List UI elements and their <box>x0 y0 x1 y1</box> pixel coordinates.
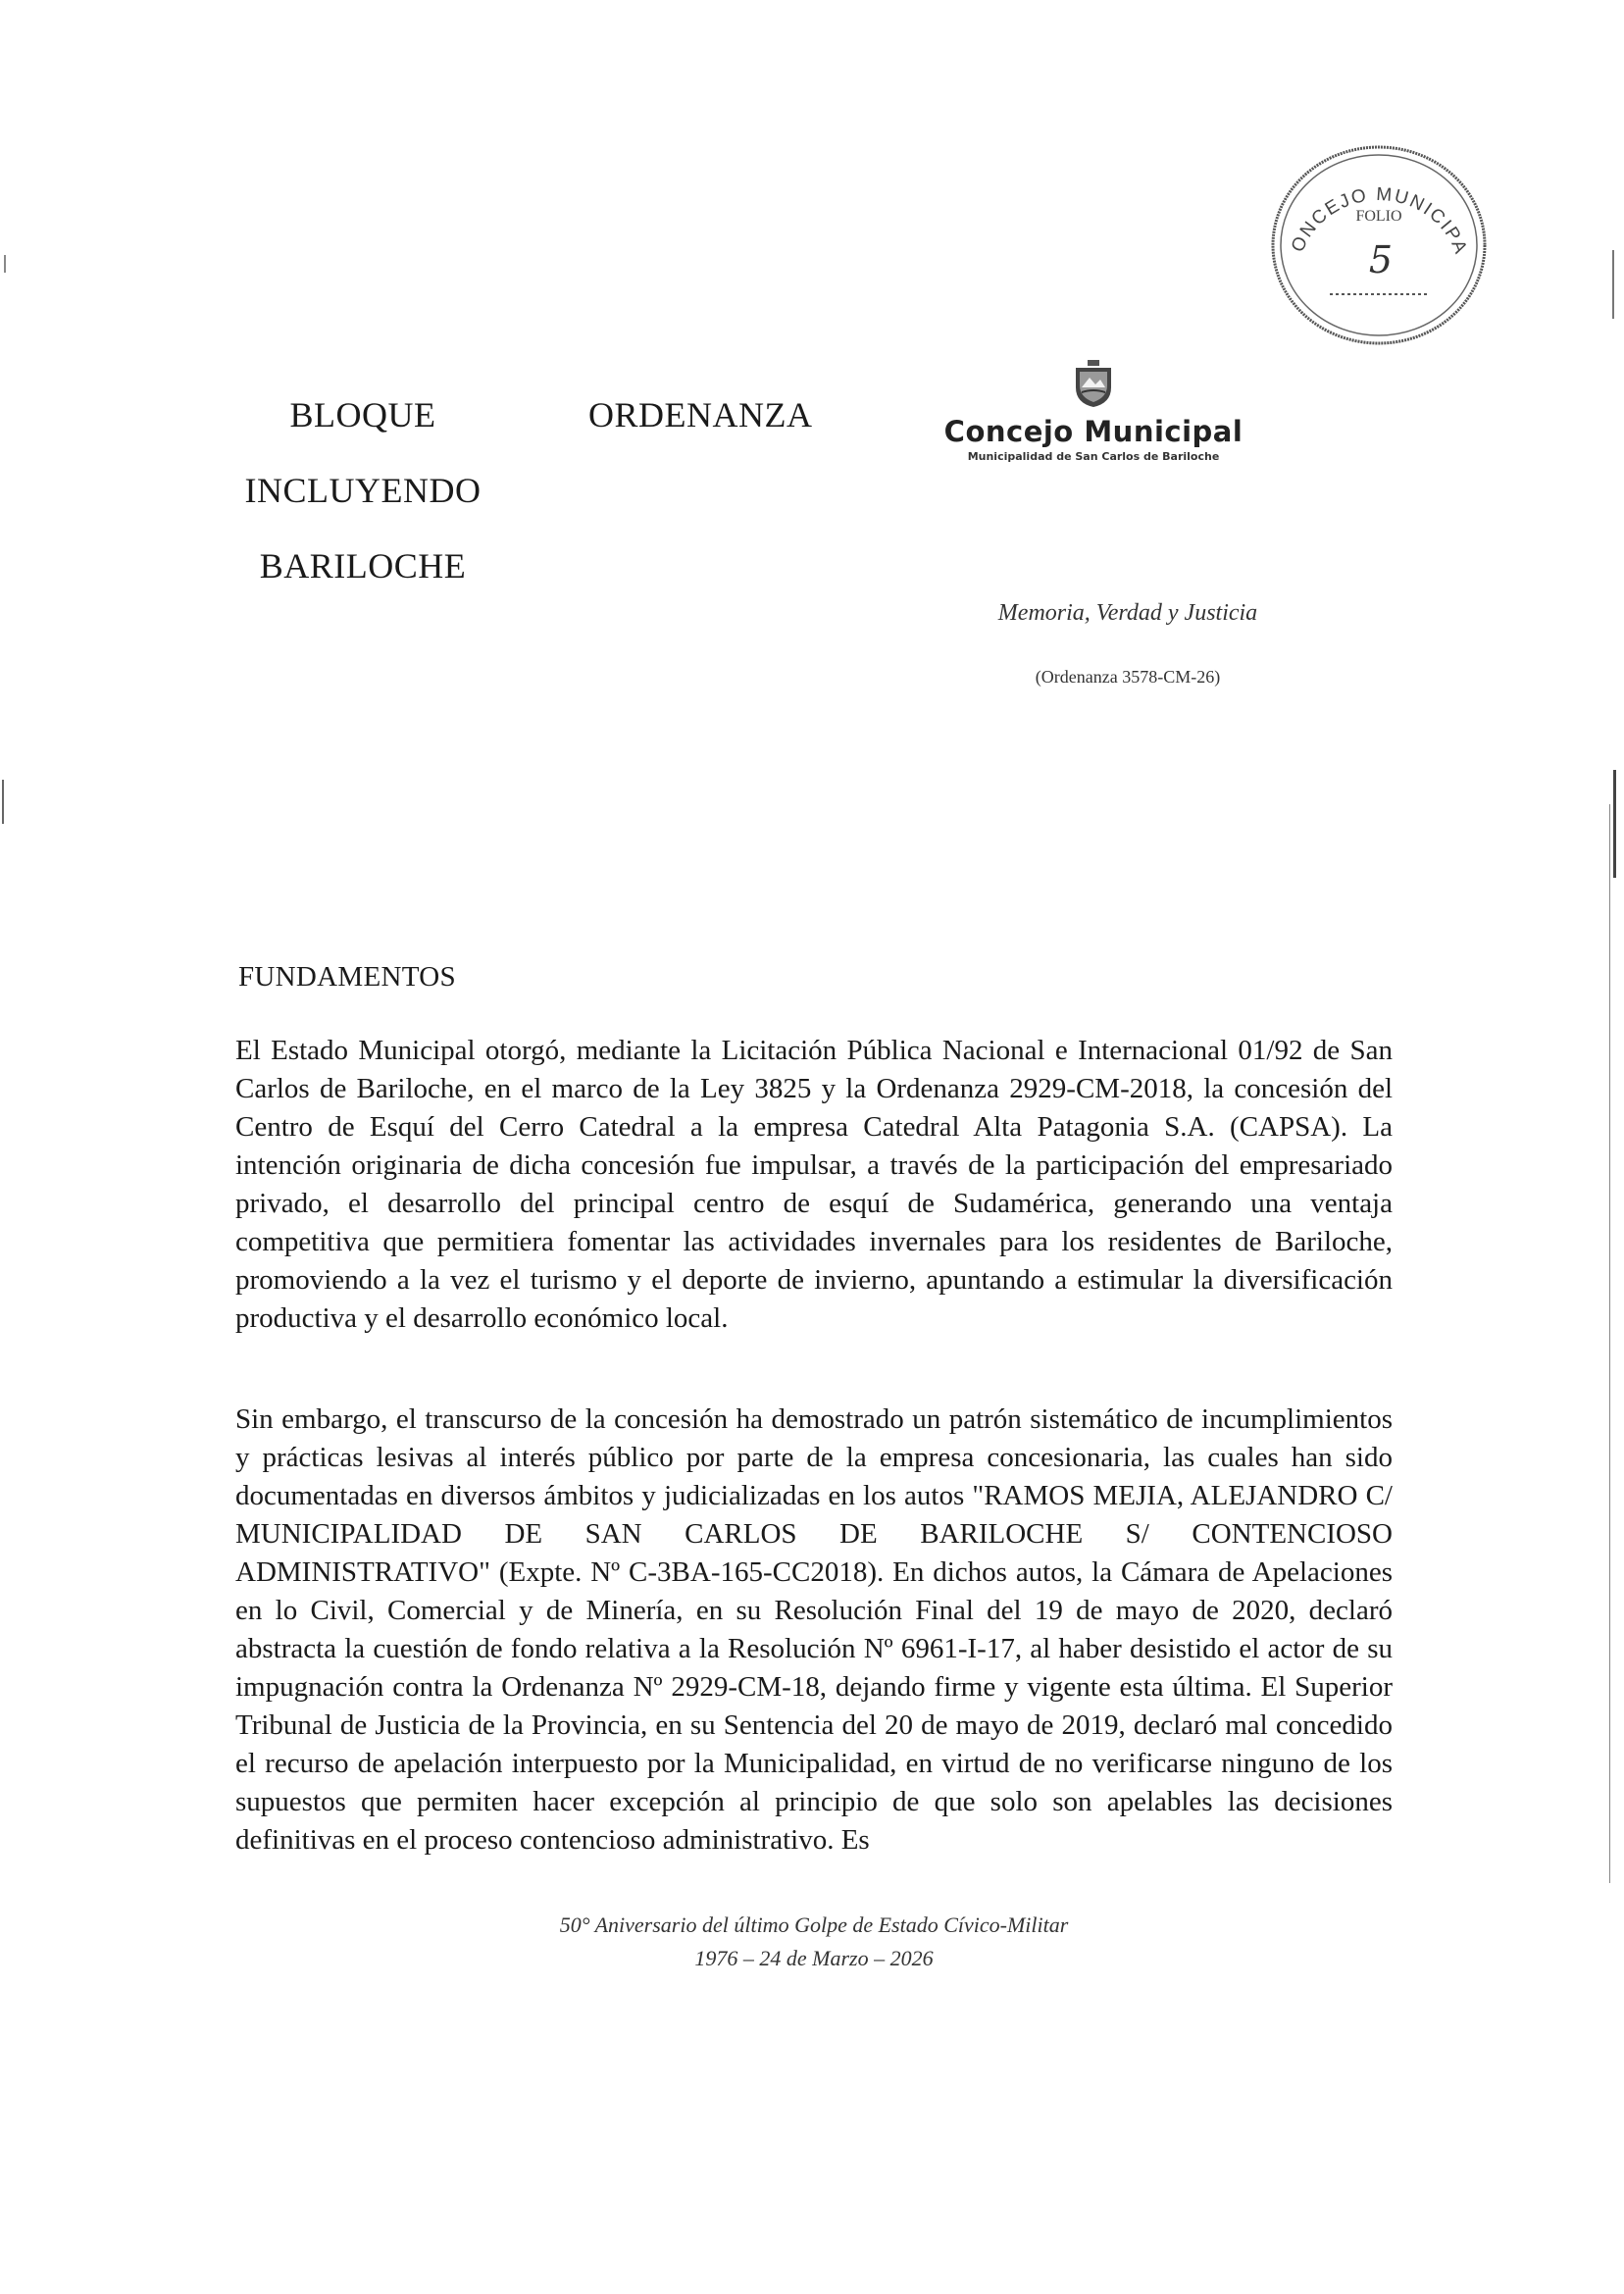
paragraph: Sin embargo, el transcurso de la concesión ha demostrado un patrón sistemático de incumplimientos y prácticas lesivas al interés público por parte de la empresa concesionaria, las cuales han sido documentadas en diversos ámbitos y judicializadas en los autos "RAMOS MEJIA, ALEJANDRO C/ MUNICIPALIDAD DE SAN CARLOS DE BARILOCHE S/ CONTENCIOSO ADMINISTRATIVO" (Expte. Nº C-3BA-165-CC2018). En dichos autos, la Cámara de Apelaciones en lo Civil, Comercial y de Minería, en su Resolución Final del 19 de mayo de 2020, declaró abstracta la cuestión de fondo relativa a la Resolución Nº 6961-I-17, al haber desistido el actor de su impugnación contra la Ordenanza Nº 2929-CM-18, dejando firme y vigente esta última. El Superior Tribunal de Justicia de la Provincia, en su Sentencia del 20 de mayo de 2019, declaró mal concedido el recurso de apelación interpuesto por la Municipalidad, en virtud de no verificarse ninguno de los supuestos que permiten hacer excepción al principio de que solo son apelables las decisiones definitivas en el proceso contencioso administrativo. Es <box>235 1403 1393 1856</box>
scan-edge-line <box>1609 804 1610 1883</box>
scan-edge-mark <box>1613 770 1616 878</box>
scan-edge-mark <box>2 780 4 824</box>
bloque-line: INCLUYENDO <box>244 471 482 510</box>
stamp-folio-number: 5 <box>1368 238 1394 281</box>
footer-line: 1976 – 24 de Marzo – 2026 <box>694 1946 934 1970</box>
coat-of-arms-icon <box>1068 358 1119 409</box>
scan-edge-mark <box>4 255 6 273</box>
paragraph: El Estado Municipal otorgó, mediante la Licitación Pública Nacional e Internacional 01/92 de San Carlos de Bariloche, en el marco de la Ley 3825 y la Ordenanza 2929-CM-2018, la concesión del Centro de Esquí del Cerro Catedral a la empresa Catedral Alta Patagonia S.A. (CAPSA). La intención originaria de dicha concesión fue impulsar, a través de la participación del empresariado privado, el desarrollo del principal centro de esquí de Sudamérica, generando una ventaja competitiva que permitiera fomentar las actividades invernales para los residentes de Bariloche, promoviendo a la vez el turismo y el deporte de invierno, apuntando a estimular la diversificación productiva y el desarrollo económico local. <box>235 1035 1393 1334</box>
folio-stamp <box>1261 137 1497 353</box>
stamp-arc-text: ONCEJO MUNICIPA <box>1287 183 1472 259</box>
logo-title: Concejo Municipal <box>943 415 1243 448</box>
page-footer <box>392 1909 1236 1975</box>
motto: Memoria, Verdad y Justicia <box>997 600 1258 626</box>
scan-edge-mark <box>1612 250 1614 319</box>
footer-line: 50° Aniversario del último Golpe de Estado Cívico-Militar <box>559 1912 1069 1937</box>
concejo-logo <box>937 358 1250 463</box>
logo-subtitle: Municipalidad de San Carlos de Bariloche <box>967 450 1220 463</box>
bloque-name <box>216 378 510 604</box>
folio-stamp-graphic <box>1261 137 1497 353</box>
bloque-line: BARILOCHE <box>259 546 467 586</box>
document-type: ORDENANZA <box>588 395 813 434</box>
ordinance-reference: (Ordenanza 3578-CM-26) <box>1035 667 1221 687</box>
bloque-line: BLOQUE <box>289 395 436 434</box>
stamp-folio-label: FOLIO <box>1355 208 1402 225</box>
section-title: FUNDAMENTOS <box>238 961 456 993</box>
